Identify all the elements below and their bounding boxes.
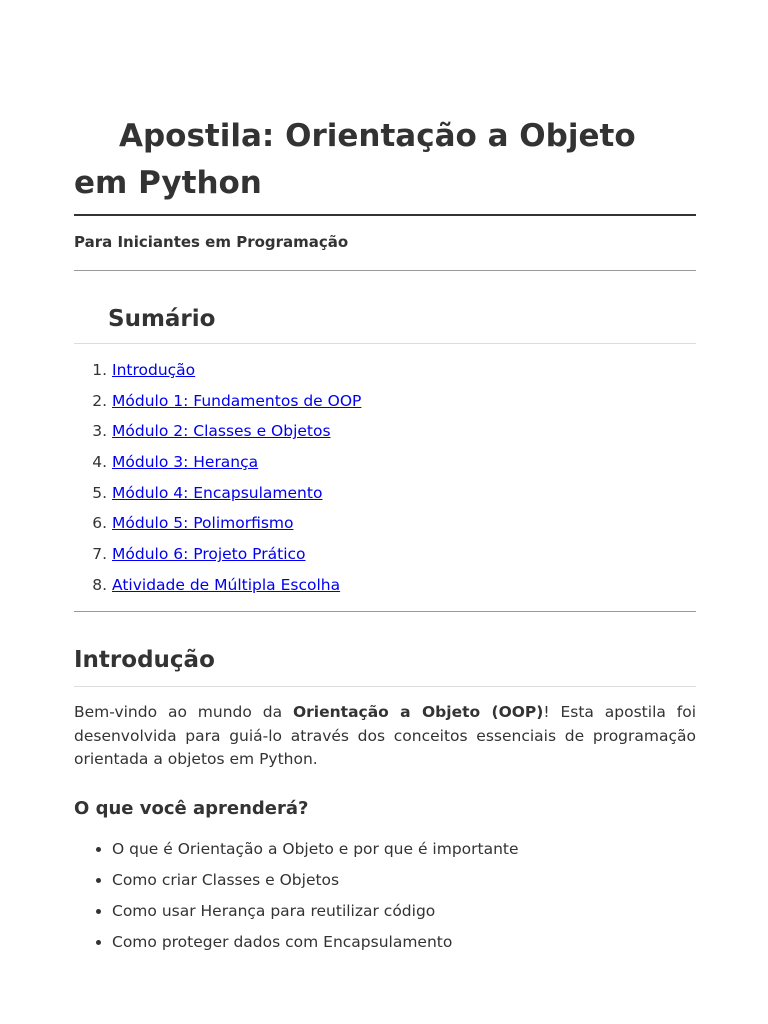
toc-link-modulo-2[interactable]: Módulo 2: Classes e Objetos	[112, 422, 331, 441]
learn-list	[74, 836, 519, 960]
section-divider	[74, 611, 696, 612]
toc-item	[112, 541, 361, 572]
toc-item	[112, 449, 361, 480]
intro-paragraph	[74, 701, 696, 772]
toc-item	[112, 510, 361, 541]
summary-heading: Sumário	[108, 306, 216, 332]
section-divider	[74, 270, 696, 271]
page-title: Apostila: Orientação a Objeto em Python	[74, 118, 636, 201]
toc-item	[112, 572, 361, 603]
toc-link-modulo-6[interactable]: Módulo 6: Projeto Prático	[112, 545, 306, 564]
intro-text-bold: Orientação a Objeto (OOP)	[292, 703, 544, 721]
toc-link-introducao[interactable]: Introdução	[112, 361, 196, 379]
list-item: • Como proteger dados com Encapsulamento	[112, 929, 519, 960]
toc-link-modulo-3[interactable]: Módulo 3: Herança	[112, 453, 259, 472]
toc-link-modulo-5[interactable]: Módulo 5: Polimorfismo	[112, 514, 294, 533]
intro-heading-rule	[74, 686, 696, 687]
toc-item	[112, 388, 361, 419]
list-item: • O que é Orientação a Objeto e por que é importante	[112, 836, 519, 867]
toc-link-modulo-4[interactable]: Módulo 4: Encapsulamento	[112, 483, 323, 502]
page-subtitle: Para Iniciantes em Programação	[74, 233, 349, 251]
intro-heading: Introdução	[74, 647, 215, 673]
summary-heading-rule	[74, 343, 696, 344]
title-divider	[74, 214, 696, 216]
list-item: • Como usar Herança para reutilizar código	[112, 898, 519, 929]
toc-item	[112, 418, 361, 449]
intro-text-end: ! Esta apostila foi desenvolvida para guiá-lo através dos conceitos essenciais de programação orientada a objetos em Python.	[74, 703, 696, 768]
toc-item	[112, 480, 361, 511]
intro-text-start: Bem-vindo ao mundo da	[74, 703, 293, 721]
learn-heading: O que você aprenderá?	[74, 798, 309, 819]
table-of-contents	[74, 357, 361, 603]
toc-link-atividade[interactable]: Atividade de Múltipla Escolha	[112, 575, 341, 594]
toc-link-modulo-1[interactable]: Módulo 1: Fundamentos de OOP	[112, 391, 362, 410]
toc-item	[112, 357, 361, 388]
list-item: • Como criar Classes e Objetos	[112, 867, 519, 898]
